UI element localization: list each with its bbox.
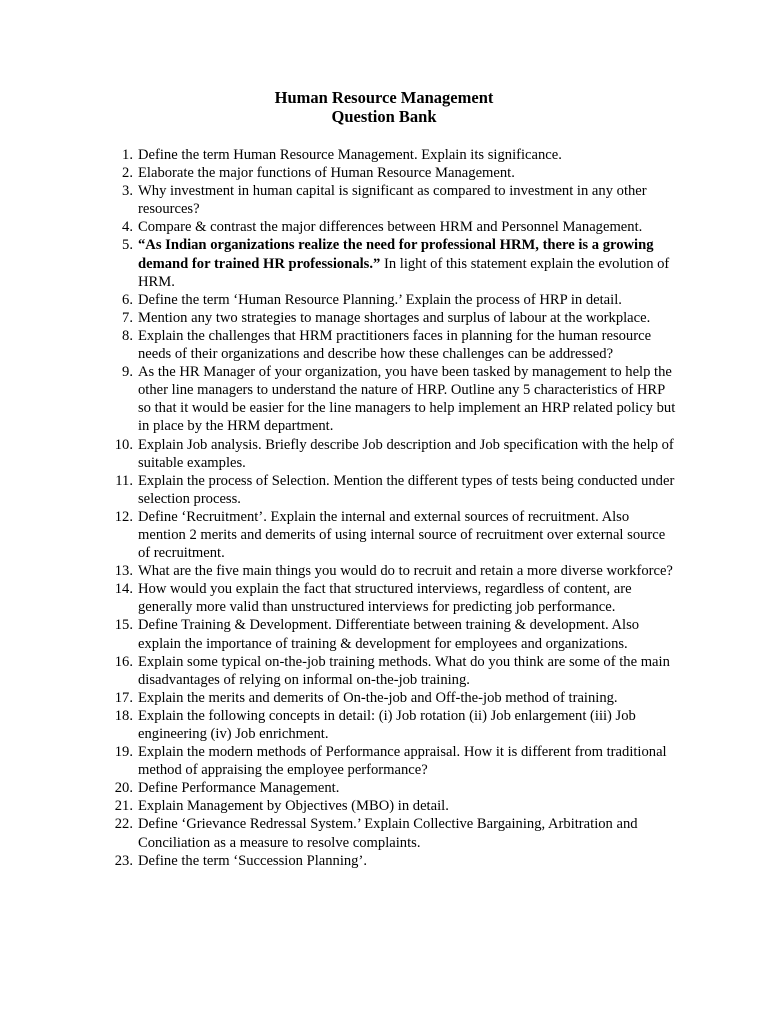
- question-number: 5.: [122, 237, 133, 254]
- question-text: Define ‘Recruitment’. Explain the internal and external sources of recruitment. Also mention 2 merits and demerits of using internal source of recruitment over external source of recruitment.: [138, 508, 666, 562]
- question-number: 18.: [114, 707, 133, 724]
- question-number: 11.: [115, 472, 133, 489]
- question-text: Explain the modern methods of Performance appraisal. How it is different from traditional method of appraising the employee performance?: [138, 744, 667, 779]
- question-number: 23.: [114, 852, 133, 869]
- question-number: 7.: [122, 309, 133, 326]
- question-item: [122, 309, 678, 327]
- question-text: Explain the following concepts in detail: (i) Job rotation (ii) Job enlargement (iii) Job engineering (iv) Job enrichment.: [138, 707, 636, 742]
- question-item: [114, 616, 678, 652]
- title-line-2: Question Bank: [331, 107, 437, 126]
- question-text: How would you explain the fact that structured interviews, regardless of content, are generally more valid than unstructured interviews for predicting job performance.: [138, 581, 632, 616]
- question-item: [114, 707, 678, 743]
- question-number: 20.: [114, 780, 133, 797]
- question-number: 3.: [122, 183, 133, 200]
- question-text: Why investment in human capital is significant as compared to investment in any other resources?: [138, 183, 647, 218]
- question-item: [114, 689, 678, 707]
- question-text: Explain the challenges that HRM practitioners faces in planning for the human resource needs of their organizations and describe how these challenges can be addressed?: [138, 327, 652, 363]
- question-item: [114, 779, 678, 797]
- question-text: As the HR Manager of your organization, you have been tasked by management to help the other line managers to understand the nature of HRP. Outline any 5 characteristics of HRP so that it would be easier for the line managers to help implement an HRP related policy but in place by the HRM department.: [138, 364, 676, 435]
- question-text: Mention any two strategies to manage shortages and surplus of labour at the workplace.: [138, 309, 651, 326]
- question-number: 13.: [114, 563, 133, 580]
- question-number: 10.: [114, 436, 133, 453]
- question-number: 22.: [114, 816, 133, 833]
- question-bold-quote: “As Indian organizations realize the need for professional HRM, there is a growing demand for trained HR professionals.”: [138, 237, 654, 272]
- question-item: [114, 562, 678, 580]
- question-text: Define Training & Development. Differentiate between training & development. Also explain the importance of training & development for employees and organizations.: [138, 617, 640, 652]
- question-item: [122, 218, 678, 236]
- question-number: 1.: [122, 147, 133, 163]
- question-number: 16.: [114, 653, 133, 670]
- question-text: Define the term Human Resource Management. Explain its significance.: [138, 147, 562, 163]
- question-item: [114, 743, 678, 779]
- question-item: [122, 164, 678, 182]
- question-text: Explain Management by Objectives (MBO) in detail.: [138, 798, 449, 815]
- question-item: [114, 436, 678, 472]
- question-item: [122, 291, 678, 309]
- question-text: Elaborate the major functions of Human Resource Management.: [138, 165, 515, 182]
- question-item: [122, 363, 678, 435]
- question-item: [114, 580, 678, 616]
- question-number: 12.: [114, 508, 133, 525]
- question-item: [122, 236, 678, 290]
- question-number: 8.: [122, 327, 133, 344]
- question-text: What are the five main things you would do to recruit and retain a more diverse workforce?: [138, 563, 673, 580]
- question-item: [114, 653, 678, 689]
- question-text: Define the term ‘Human Resource Planning.’ Explain the process of HRP in detail.: [138, 291, 622, 308]
- question-text: Define the term ‘Succession Planning’.: [138, 852, 367, 869]
- title-line-1: Human Resource Management: [274, 88, 494, 107]
- question-item: [114, 815, 678, 851]
- document-title: [0, 88, 768, 126]
- question-number: 4.: [122, 219, 133, 236]
- question-number: 17.: [114, 689, 133, 706]
- question-number: 15.: [114, 617, 133, 634]
- question-list: [114, 146, 678, 870]
- question-item: [114, 852, 678, 870]
- question-item: [114, 797, 678, 815]
- question-text: Define ‘Grievance Redressal System.’ Explain Collective Bargaining, Arbitration and Conciliation as a measure to resolve complaints.: [138, 816, 638, 851]
- question-text: In light of this statement explain the evolution of HRM.: [138, 255, 670, 290]
- question-text: Compare & contrast the major differences between HRM and Personnel Management.: [138, 219, 643, 236]
- question-number: 6.: [122, 291, 133, 308]
- question-text: Define Performance Management.: [138, 780, 340, 797]
- question-item: [115, 472, 678, 508]
- question-text: Explain the merits and demerits of On-the-job and Off-the-job method of training.: [138, 689, 618, 706]
- question-item: [114, 508, 678, 562]
- question-number: 2.: [122, 165, 133, 182]
- question-item: [122, 327, 678, 363]
- question-item: [122, 182, 678, 218]
- question-number: 21.: [114, 798, 133, 815]
- question-number: 9.: [122, 364, 133, 381]
- question-text: Explain Job analysis. Briefly describe Job description and Job specification with the help of suitable examples.: [138, 436, 674, 471]
- question-text: Explain some typical on-the-job training methods. What do you think are some of the main disadvantages of relying on informal on-the-job training.: [138, 653, 670, 688]
- question-item: [122, 146, 678, 164]
- question-number: 14.: [114, 581, 133, 598]
- question-text: Explain the process of Selection. Mention the different types of tests being conducted under selection process.: [138, 472, 675, 507]
- question-number: 19.: [114, 744, 133, 761]
